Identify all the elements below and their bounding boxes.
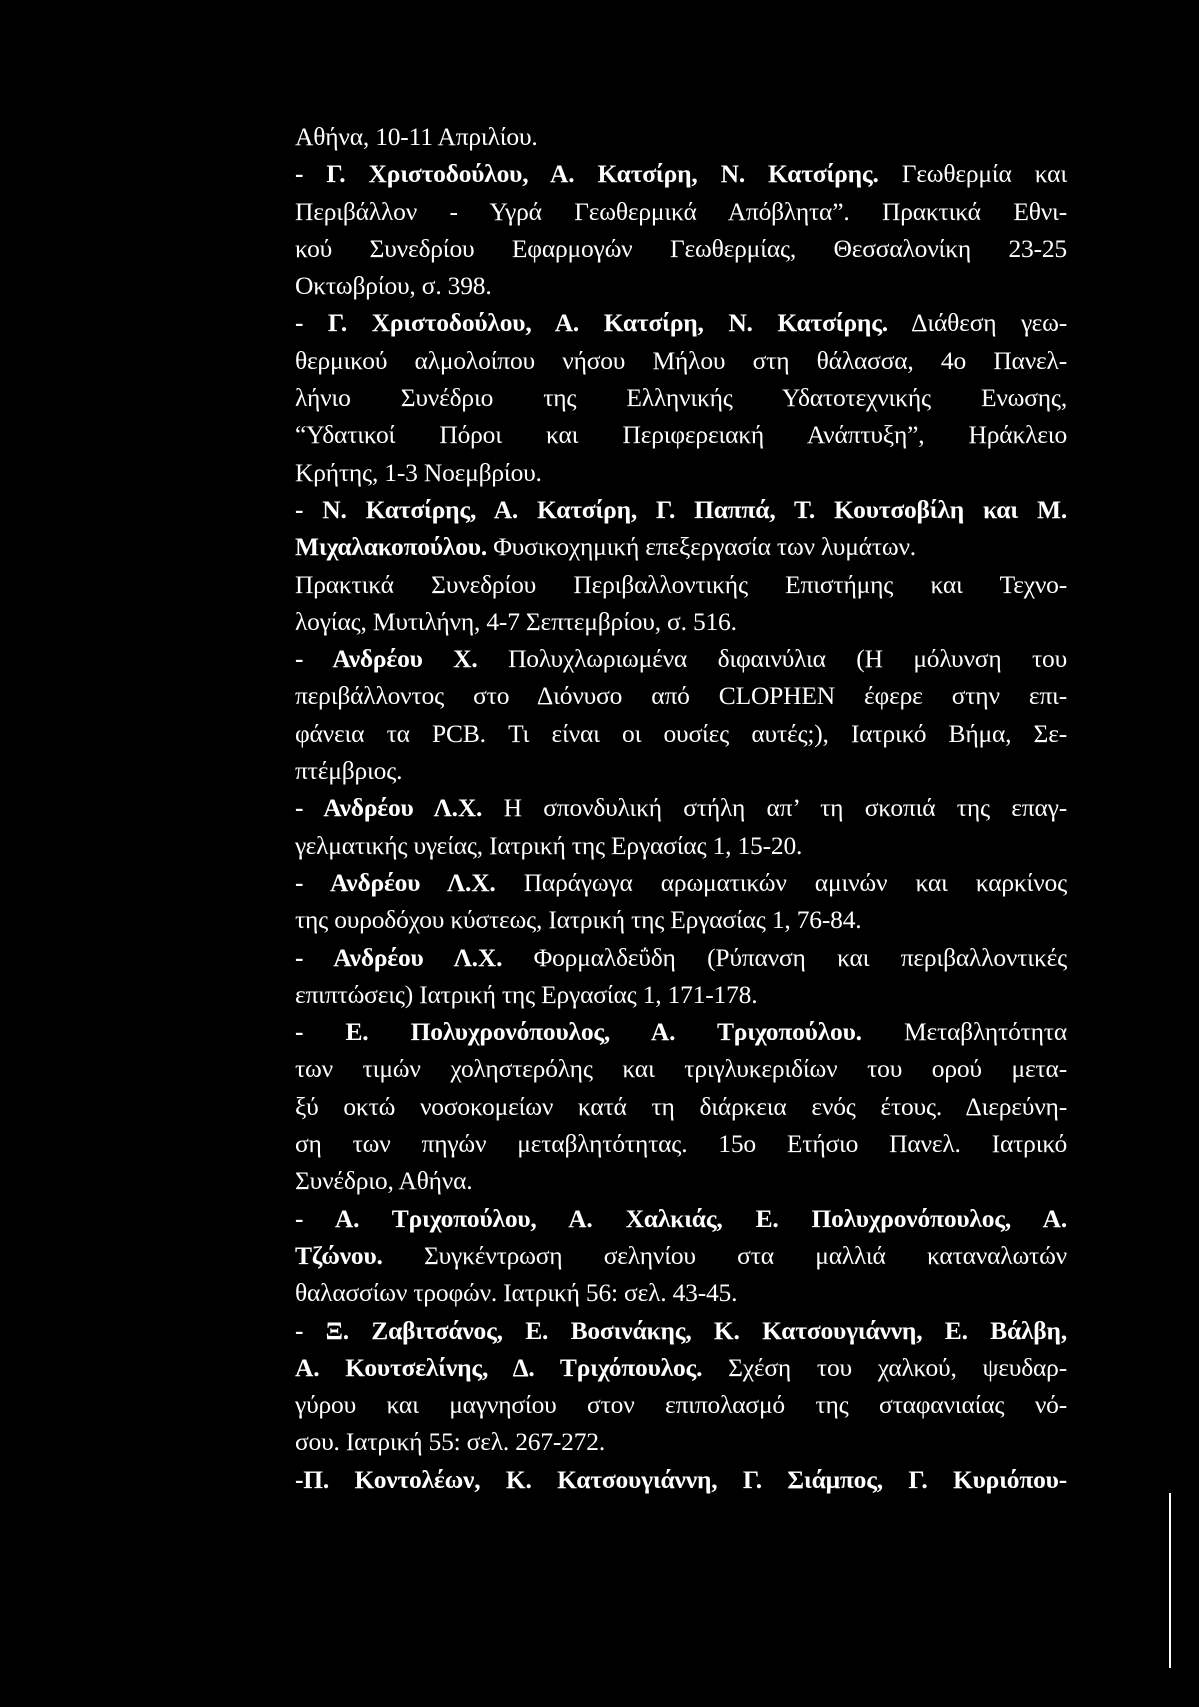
text-line: [295, 752, 1067, 789]
reference-text: θερμικού αλμολοίπου νήσου Μήλου στη θάλασσα, 4ο Πανελ-: [295, 345, 1067, 375]
reference-text: φάνεια τα PCB. Τι είναι οι ουσίες αυτές;), Ιατρικό Βήμα, Σε-: [295, 718, 1067, 748]
reference-text: Γεωθερμία και: [878, 159, 1068, 189]
margin-rule: [1169, 1493, 1171, 1668]
text-line: [295, 416, 1067, 453]
reference-text: θαλασσίων τροφών. Ιατρική 56: σελ. 43-45.: [295, 1278, 738, 1308]
reference-text: ση των πηγών μεταβλητότητας. 15ο Ετήσιο Πανελ. Ιατρικό: [295, 1129, 1067, 1159]
reference-authors: - Ανδρέου Λ.Χ.: [295, 867, 496, 897]
text-line: [295, 230, 1067, 267]
reference-authors: - Α. Τριχοπούλου, Α. Χαλκιάς, Ε. Πολυχρονόπουλος, Α.: [295, 1203, 1067, 1233]
reference-text: “Υδατικοί Πόροι και Περιφερειακή Ανάπτυξη”, Ηράκλειο: [295, 420, 1067, 450]
reference-text: επιπτώσεις) Ιατρική της Εργασίας 1, 171-178.: [295, 979, 758, 1009]
text-line: [295, 1200, 1067, 1237]
reference-text: Διάθεση γεω-: [887, 308, 1068, 338]
text-line: [295, 1274, 1067, 1311]
text-line: [295, 1237, 1067, 1274]
reference-text: πτέμβριος.: [295, 756, 403, 786]
reference-list: [295, 118, 1067, 1498]
reference-text: Περιβάλλον - Υγρά Γεωθερμικά Απόβλητα”. Πρακτικά Εθνι-: [295, 196, 1067, 226]
reference-text: Πρακτικά Συνεδρίου Περιβαλλοντικής Επιστήμης και Τεχνο-: [295, 569, 1067, 599]
text-line: [295, 267, 1067, 304]
text-line: [295, 1088, 1067, 1125]
reference-authors: - Ε. Πολυχρονόπουλος, Α. Τριχοπούλου.: [295, 1017, 862, 1047]
text-line: [295, 1050, 1067, 1087]
reference-authors: - Ξ. Ζαβιτσάνος, Ε. Βοσινάκης, Κ. Κατσουγιάννη, Ε. Βάλβη,: [295, 1315, 1067, 1345]
reference-authors: - Ανδρέου Λ.Χ.: [295, 793, 483, 823]
text-line: [295, 677, 1067, 714]
text-line: [295, 155, 1067, 192]
text-line: [295, 603, 1067, 640]
reference-text: λήνιο Συνέδριο της Ελληνικής Υδατοτεχνικής Ενωσης,: [295, 383, 1067, 413]
reference-authors: -Π. Κοντολέων, Κ. Κατσουγιάννη, Γ. Σιάμπος, Γ. Κυριόπου-: [295, 1464, 1067, 1494]
reference-authors: Μιχαλακοπούλου.: [295, 532, 488, 562]
text-line: [295, 1013, 1067, 1050]
text-line: [295, 827, 1067, 864]
reference-text: Η σπονδυλική στήλη απ’ τη σκοπιά της επαγ-: [482, 793, 1067, 823]
reference-text: Κρήτης, 1-3 Νοεμβρίου.: [295, 457, 542, 487]
reference-text: Μεταβλητότητα: [861, 1017, 1068, 1047]
reference-text: Πολυχλωριωμένα διφαινύλια (Η μόλυνση του: [477, 644, 1068, 674]
reference-text: λογίας, Μυτιλήνη, 4-7 Σεπτεμβρίου, σ. 516.: [295, 606, 737, 636]
reference-text: Αθήνα, 10-11 Απριλίου.: [295, 122, 538, 151]
text-line: [295, 789, 1067, 826]
reference-text: γύρου και μαγνησίου στον επιπολασμό της σταφανιαίας νό-: [295, 1390, 1067, 1420]
text-line: [295, 342, 1067, 379]
text-line: [295, 976, 1067, 1013]
reference-text: Οκτωβρίου, σ. 398.: [295, 271, 492, 301]
text-line: [295, 1125, 1067, 1162]
reference-text: κού Συνεδρίου Εφαρμογών Γεωθερμίας, Θεσσαλονίκη 23-25: [295, 233, 1067, 263]
text-line: [295, 1423, 1067, 1460]
reference-text: Συνέδριο, Αθήνα.: [295, 1166, 473, 1196]
reference-authors: - Γ. Χριστοδούλου, Α. Κατσίρη, Ν. Κατσίρης.: [295, 308, 888, 338]
text-line: [295, 939, 1067, 976]
reference-authors: - Γ. Χριστοδούλου, Α. Κατσίρη, Ν. Κατσίρης.: [295, 159, 879, 189]
reference-authors: Α. Κουτσελίνης, Δ. Τριχόπουλος.: [295, 1352, 703, 1382]
reference-text: της ουροδόχου κύστεως, Ιατρική της Εργασίας 1, 76-84.: [295, 905, 862, 935]
reference-text: σου. Ιατρική 55: σελ. 267-272.: [295, 1427, 606, 1457]
reference-authors: - Ανδρέου Λ.Χ.: [295, 942, 503, 972]
reference-text: ξύ οκτώ νοσοκομείων κατά τη διάρκεια ενός έτους. Διερεύνη-: [295, 1091, 1067, 1121]
reference-authors: Τζώνου.: [295, 1240, 383, 1270]
reference-text: Φυσικοχημική επεξεργασία των λυμάτων.: [487, 532, 916, 562]
text-line: [295, 491, 1067, 528]
reference-text: Συγκέντρωση σεληνίου στα μαλλιά καταναλωτών: [382, 1240, 1067, 1270]
text-line: [295, 1349, 1067, 1386]
text-line: [295, 379, 1067, 416]
reference-text: γελματικής υγείας, Ιατρική της Εργασίας 1, 15-20.: [295, 830, 803, 860]
reference-text: Φορμαλδεΰδη (Ρύπανση και περιβαλλοντικές: [502, 942, 1068, 972]
reference-text: περιβάλλοντος στο Διόνυσο από CLOPHEN έφερε στην επι-: [295, 681, 1067, 711]
text-line: [295, 901, 1067, 938]
reference-authors: - Ν. Κατσίρης, Α. Κατσίρη, Γ. Παππά, Τ. Κουτσοβίλη και Μ.: [295, 494, 1067, 524]
text-line: [295, 864, 1067, 901]
text-line: [295, 1312, 1067, 1349]
text-line: [295, 193, 1067, 230]
text-line: [295, 1461, 1067, 1498]
reference-authors: - Ανδρέου Χ.: [295, 644, 478, 674]
reference-text: των τιμών χοληστερόλης και τριγλυκεριδίων του ορού μετα-: [295, 1054, 1067, 1084]
reference-text: Παράγωγα αρωματικών αμινών και καρκίνος: [495, 867, 1067, 897]
text-line: [295, 528, 1067, 565]
text-line: [295, 304, 1067, 341]
reference-text: Σχέση του χαλκού, ψευδαρ-: [702, 1352, 1067, 1382]
text-line: [295, 566, 1067, 603]
text-line: [295, 1162, 1067, 1199]
text-line: [295, 454, 1067, 491]
text-line: [295, 640, 1067, 677]
text-line: [295, 1386, 1067, 1423]
text-line: [295, 715, 1067, 752]
text-line: [295, 118, 1067, 155]
